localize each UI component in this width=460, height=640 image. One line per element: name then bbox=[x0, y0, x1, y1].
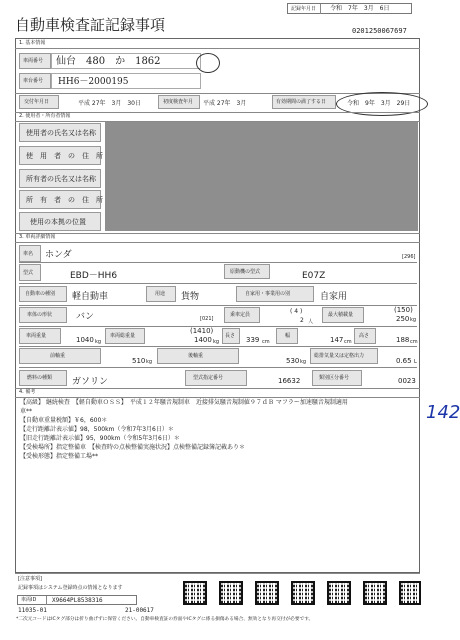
divider bbox=[19, 367, 417, 368]
fuel-value: ガソリン bbox=[72, 377, 109, 387]
expiry-value: 令和 9年 3月 29日 bbox=[347, 100, 411, 107]
section-basic-title: 1. 基本情報 bbox=[19, 40, 46, 46]
engine-label: 原動機の型式 bbox=[230, 269, 261, 275]
length-unit: cm bbox=[262, 339, 270, 345]
section-vehicle-title: 3. 車両詳細情報 bbox=[19, 234, 56, 240]
maxload-value: 250 bbox=[396, 315, 410, 323]
record-date-value: 令和 7年 3月 6日 bbox=[330, 5, 390, 12]
kind-label: 自動車の種別 bbox=[25, 291, 56, 297]
divider bbox=[19, 262, 417, 263]
capacity-unit: 人 bbox=[308, 319, 314, 325]
weight-value: 1040 bbox=[76, 336, 94, 344]
qr-code-4 bbox=[291, 581, 315, 605]
qr-code-1 bbox=[183, 581, 207, 605]
car-name-label-box bbox=[19, 245, 41, 262]
use-label: 用途 bbox=[155, 291, 166, 297]
divider bbox=[15, 388, 420, 389]
qr-code-2 bbox=[219, 581, 243, 605]
owner-row-2 bbox=[19, 146, 101, 165]
note-line: 【高級】 継続検査 【軽自動車ＯＳＳ】 平成１２年騒音規制車 近接排気騒音規制値９７ｄＢ マフラー加速騒音規制適用 bbox=[20, 399, 348, 406]
body-code: [021] bbox=[200, 316, 214, 322]
gross-label: 車両総重量 bbox=[110, 333, 136, 339]
maxload-label-box bbox=[322, 307, 364, 323]
weight-label-box bbox=[19, 328, 61, 344]
issue-date-value: 平成 27年 3月 30日 bbox=[78, 100, 141, 107]
first-reg-label: 初度検査年月 bbox=[163, 99, 194, 105]
owner-row-1 bbox=[19, 123, 101, 142]
gross-paren: (1410) bbox=[190, 327, 214, 335]
car-name-value: ホンダ bbox=[45, 250, 72, 260]
width-label: 幅 bbox=[285, 333, 291, 339]
note-line: 【旧走行距離計表示値】95，900km（令和5年3月6日）＊ bbox=[20, 435, 180, 442]
body-label: 車体の形状 bbox=[27, 312, 53, 318]
qr-code-3 bbox=[255, 581, 279, 605]
private-value: 自家用 bbox=[320, 292, 348, 302]
qr-code-6 bbox=[363, 581, 387, 605]
code-right: 21-00617 bbox=[125, 607, 154, 614]
car-id-value: X9664PL8538316 bbox=[52, 597, 103, 604]
gross-unit: kg bbox=[213, 339, 220, 345]
private-label: 自家用・事業用の別 bbox=[245, 291, 291, 297]
class-label-box bbox=[312, 370, 362, 386]
chassis-number-label: 車台番号 bbox=[23, 78, 44, 84]
divider bbox=[15, 48, 420, 49]
reg-number-label: 車両番号 bbox=[23, 58, 44, 64]
gross-label-box bbox=[105, 328, 145, 344]
length-label-box bbox=[222, 328, 240, 344]
kind-value: 軽自動車 bbox=[72, 292, 109, 302]
car-name-label: 車名 bbox=[23, 251, 34, 257]
note-line: 【受検形態】指定整備工場** bbox=[20, 453, 99, 460]
height-label: 高さ bbox=[359, 333, 370, 339]
notice-label: [注意事項] bbox=[18, 576, 42, 582]
owner-row-label: 所 有 者 の 住 所 bbox=[26, 196, 103, 204]
divider bbox=[15, 242, 420, 243]
car-id-box bbox=[17, 595, 137, 605]
owner-row-label: 使用者の氏名又は名称 bbox=[26, 129, 96, 137]
typeno-label-box bbox=[185, 370, 247, 386]
chassis-number-label-box bbox=[19, 73, 51, 89]
type-value: EBD－HH6 bbox=[70, 271, 118, 281]
rear-axle-label: 後軸重 bbox=[188, 353, 204, 359]
capacity-label-box bbox=[224, 307, 260, 323]
fuel-label: 燃料の種類 bbox=[27, 375, 53, 381]
divider bbox=[15, 233, 420, 234]
weight-label: 車両重量 bbox=[26, 333, 47, 339]
width-value: 147 bbox=[330, 336, 344, 344]
weight-unit: kg bbox=[95, 339, 102, 345]
type-label-box bbox=[19, 264, 41, 281]
height-unit: cm bbox=[410, 339, 418, 345]
note-line: 車** bbox=[20, 408, 33, 415]
length-value: 339 bbox=[246, 336, 260, 344]
code-left: 11035-01 bbox=[18, 607, 47, 614]
redacted-block bbox=[105, 122, 418, 231]
divider bbox=[15, 397, 420, 398]
document-number: 0201250067697 bbox=[352, 27, 407, 35]
disp-unit: L bbox=[414, 359, 417, 365]
fuel-label-box bbox=[19, 370, 67, 386]
front-axle-label: 前軸重 bbox=[50, 353, 66, 359]
divider bbox=[19, 283, 417, 284]
kind-label-box bbox=[19, 286, 67, 302]
height-value: 188 bbox=[396, 336, 410, 344]
class-label: 類別区分番号 bbox=[319, 375, 350, 381]
qr-code-5 bbox=[327, 581, 351, 605]
reg-number-value: 仙台 480 か 1862 bbox=[56, 56, 161, 67]
engine-label-box bbox=[224, 264, 270, 279]
bottom-note: *二次元コードはICタグ部分は折り曲げずに保管ください。自動車検査証の券面やICタグに係る損傷ある場合、無効となり再交付が必要です。 bbox=[16, 617, 314, 622]
divider bbox=[15, 573, 420, 574]
rear-axle-value: 530 bbox=[286, 357, 300, 365]
record-date-label: 記録年月日 bbox=[291, 6, 317, 12]
owner-row-4 bbox=[19, 190, 101, 209]
maxload-paren: (150) bbox=[394, 306, 413, 314]
divider bbox=[19, 326, 417, 327]
front-axle-unit: kg bbox=[146, 359, 153, 365]
use-value: 貨物 bbox=[181, 292, 200, 302]
divider bbox=[46, 596, 47, 605]
first-reg-value: 平成 27年 3月 bbox=[203, 100, 247, 107]
reg-number-box bbox=[51, 53, 201, 69]
note-line: 【自動車重量税額】￥6，600＊ bbox=[20, 417, 108, 424]
chassis-number-value: HH6－2000195 bbox=[58, 77, 129, 87]
document-title: 自動車検査証記録事項 bbox=[15, 16, 166, 34]
divider bbox=[320, 4, 321, 14]
disp-label-box bbox=[310, 348, 378, 364]
owner-row-label: 所有者の氏名又は名称 bbox=[26, 175, 96, 183]
section-owner-title: 2. 使用者・所有者情報 bbox=[19, 113, 71, 119]
qr-code-7 bbox=[399, 581, 421, 605]
owner-row-label: 使用の本拠の位置 bbox=[30, 218, 86, 226]
section-notes-title: 4. 備考 bbox=[19, 389, 36, 395]
divider bbox=[19, 346, 417, 347]
height-label-box bbox=[354, 328, 376, 344]
typeno-value: 16632 bbox=[278, 377, 301, 385]
maxload-label: 最大積載量 bbox=[328, 312, 354, 318]
capacity-paren: ( 4 ) bbox=[290, 308, 303, 315]
front-axle-label-box bbox=[19, 348, 101, 364]
disp-label: 総排気量又は定格出力 bbox=[314, 353, 365, 359]
gross-value: 1400 bbox=[194, 336, 212, 344]
owner-row-3 bbox=[19, 169, 101, 188]
use-label-box bbox=[146, 286, 176, 302]
divider bbox=[19, 305, 417, 306]
typeno-label: 型式指定番号 bbox=[193, 375, 224, 381]
handwritten-circle bbox=[196, 53, 220, 73]
private-label-box bbox=[236, 286, 314, 302]
rear-axle-label-box bbox=[157, 348, 239, 364]
engine-value: E07Z bbox=[302, 271, 326, 281]
issue-date-label: 交付年月日 bbox=[24, 99, 50, 105]
issue-date-label-box bbox=[19, 95, 59, 109]
reg-number-label-box bbox=[19, 53, 51, 69]
rear-axle-unit: kg bbox=[300, 359, 307, 365]
note-line: 【走行距離計表示値】98，500km（令和7年3月6日）＊ bbox=[20, 426, 174, 433]
width-unit: cm bbox=[344, 339, 352, 345]
capacity-label: 乗車定員 bbox=[230, 312, 251, 318]
front-axle-value: 510 bbox=[132, 357, 146, 365]
capacity-value: 2 bbox=[300, 317, 304, 324]
car-name-code: [296] bbox=[402, 254, 416, 260]
handwritten-number: 142 bbox=[426, 402, 460, 423]
length-label: 長さ bbox=[225, 333, 236, 339]
class-value: 0023 bbox=[398, 377, 416, 385]
disp-value: 0.65 bbox=[396, 357, 412, 365]
owner-row-5 bbox=[19, 212, 101, 231]
divider bbox=[15, 112, 420, 113]
note-line: 【受検場所】指定整備車 【検査時の点検整備実施状況】点検整備記録簿記載あり＊ bbox=[20, 444, 246, 451]
chassis-number-box bbox=[51, 73, 201, 89]
maxload-unit: kg bbox=[410, 317, 417, 323]
first-reg-label-box bbox=[158, 95, 200, 109]
body-value: バン bbox=[76, 312, 95, 322]
type-label: 型式 bbox=[23, 270, 34, 276]
expiry-label-box bbox=[272, 95, 336, 109]
body-label-box bbox=[19, 307, 67, 323]
record-date-box bbox=[287, 3, 412, 14]
expiry-label: 有効期間の満了する日 bbox=[276, 99, 327, 105]
owner-row-label: 使 用 者 の 住 所 bbox=[26, 152, 103, 160]
car-id-label: 車両ID bbox=[21, 597, 37, 603]
notice-text: 記録事項はシステム登録時点の情報となります bbox=[18, 585, 123, 591]
width-label-box bbox=[276, 328, 298, 344]
